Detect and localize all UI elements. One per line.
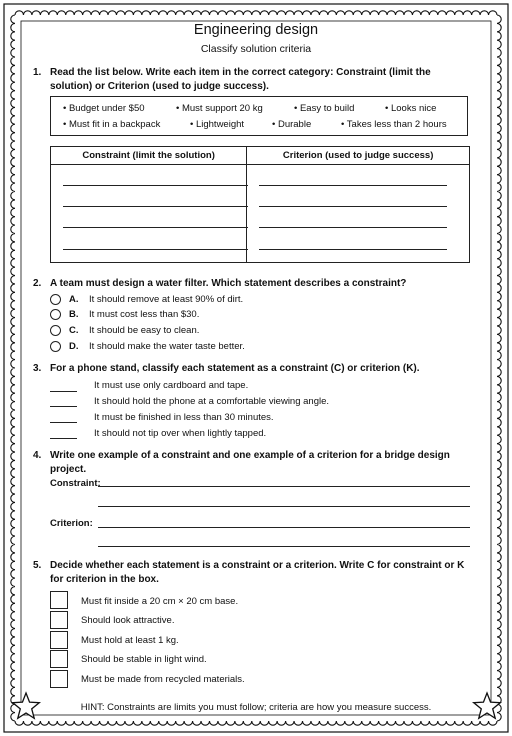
option-b-text: It must cost less than $30. xyxy=(89,309,200,320)
question-5-number: 5. xyxy=(33,560,42,571)
question-2-number: 2. xyxy=(33,278,42,289)
bullet-glyph: • xyxy=(176,103,180,114)
statement-text: Should be stable in light wind. xyxy=(81,654,207,665)
page-title: Engineering design xyxy=(193,22,319,38)
statement-text: Must fit inside a 20 cm × 20 cm base. xyxy=(81,596,239,607)
criterion-column-header: Criterion (used to judge success) xyxy=(247,147,470,165)
bullet-glyph: • xyxy=(63,103,67,114)
question-1-prompt: Read the list below. Write each item in the correct category: Constraint (limit the solution) or Criterion (used to judge success). xyxy=(50,67,431,92)
option-d-radio[interactable] xyxy=(50,341,61,352)
question-2-prompt: A team must design a water filter. Which statement describes a constraint? xyxy=(50,278,407,289)
option-d-letter: D. xyxy=(69,341,79,352)
bullet-glyph: • xyxy=(341,119,345,130)
word-bank-text: Looks nice xyxy=(390,103,437,114)
answer-box[interactable] xyxy=(50,650,68,668)
word-bank-item xyxy=(272,119,311,130)
word-bank-item xyxy=(385,103,436,114)
answer-line[interactable] xyxy=(259,249,447,250)
constraint-column-cell[interactable] xyxy=(51,165,247,263)
statement-text: It must use only cardboard and tape. xyxy=(94,380,249,391)
option-b-radio[interactable] xyxy=(50,309,61,320)
word-bank-text: Easy to build xyxy=(299,103,355,114)
word-bank-item xyxy=(190,119,244,130)
question-3-number: 3. xyxy=(33,363,42,374)
answer-box[interactable] xyxy=(50,611,68,629)
constraint-label: Constraint: xyxy=(50,478,101,489)
word-bank-text: Lightweight xyxy=(195,119,245,130)
category-table xyxy=(50,146,470,263)
word-bank-item xyxy=(294,103,354,114)
word-bank-item xyxy=(63,119,160,130)
option-d-text: It should make the water taste better. xyxy=(89,341,245,352)
answer-box[interactable] xyxy=(50,591,68,609)
statement-text: Should look attractive. xyxy=(81,615,175,626)
word-bank-item xyxy=(63,103,145,114)
scallop-edge xyxy=(15,721,497,725)
scallop-edge xyxy=(497,15,501,721)
answer-box[interactable] xyxy=(50,631,68,649)
answer-line[interactable] xyxy=(63,227,248,228)
answer-blank[interactable] xyxy=(50,391,77,392)
word-bank-item xyxy=(176,103,263,114)
criterion-answer-line[interactable] xyxy=(98,527,470,528)
word-bank xyxy=(50,96,468,136)
bullet-glyph: • xyxy=(385,103,389,114)
question-5-prompt: Decide whether each statement is a constraint or a criterion. Write C for constraint or K for criterion in the box. xyxy=(50,560,465,585)
answer-blank[interactable] xyxy=(50,406,77,407)
constraint-answer-line[interactable] xyxy=(98,506,470,507)
option-a-radio[interactable] xyxy=(50,294,61,305)
answer-line[interactable] xyxy=(259,185,447,186)
bullet-glyph: • xyxy=(272,119,276,130)
hint-text: HINT: Constraints are limits you must follow; criteria are how you measure success. xyxy=(80,702,432,713)
answer-line[interactable] xyxy=(63,185,248,186)
statement-text: Must be made from recycled materials. xyxy=(81,674,245,685)
word-bank-text: Must support 20 kg xyxy=(181,103,263,114)
answer-blank[interactable] xyxy=(50,422,77,423)
option-a-letter: A. xyxy=(69,294,79,305)
answer-line[interactable] xyxy=(259,227,447,228)
word-bank-text: Budget under $50 xyxy=(68,103,145,114)
criterion-answer-line[interactable] xyxy=(98,546,470,547)
answer-line[interactable] xyxy=(63,206,248,207)
criterion-label: Criterion: xyxy=(50,518,93,529)
scallop-edge xyxy=(15,11,497,15)
option-c-radio[interactable] xyxy=(50,325,61,336)
constraint-column-header: Constraint (limit the solution) xyxy=(51,147,247,165)
word-bank-item xyxy=(341,119,447,130)
statement-text: Must hold at least 1 kg. xyxy=(81,635,179,646)
option-c-text: It should be easy to clean. xyxy=(89,325,200,336)
word-bank-text: Takes less than 2 hours xyxy=(346,119,447,130)
constraint-answer-line[interactable] xyxy=(98,486,470,487)
answer-box[interactable] xyxy=(50,670,68,688)
word-bank-text: Durable xyxy=(277,119,312,130)
option-b-letter: B. xyxy=(69,309,79,320)
scallop-edge xyxy=(11,15,15,721)
word-bank-text: Must fit in a backpack xyxy=(68,119,161,130)
bullet-glyph: • xyxy=(190,119,194,130)
question-4-number: 4. xyxy=(33,450,42,461)
statement-text: It should not tip over when lightly tapped. xyxy=(94,428,267,439)
criterion-column-cell[interactable] xyxy=(247,165,470,263)
option-a-text: It should remove at least 90% of dirt. xyxy=(89,294,244,305)
bullet-glyph: • xyxy=(63,119,67,130)
answer-line[interactable] xyxy=(259,206,447,207)
question-4-prompt: Write one example of a constraint and one example of a criterion for a bridge design project. xyxy=(50,450,450,475)
page-subtitle: Classify solution criteria xyxy=(200,43,312,55)
statement-text: It must be finished in less than 30 minutes. xyxy=(94,412,274,423)
answer-blank[interactable] xyxy=(50,438,77,439)
answer-line[interactable] xyxy=(63,249,248,250)
option-c-letter: C. xyxy=(69,325,79,336)
question-3-prompt: For a phone stand, classify each statement as a constraint (C) or criterion (K). xyxy=(50,363,420,374)
question-1-number: 1. xyxy=(33,67,42,78)
statement-text: It should hold the phone at a comfortable viewing angle. xyxy=(94,396,330,407)
bullet-glyph: • xyxy=(294,103,298,114)
